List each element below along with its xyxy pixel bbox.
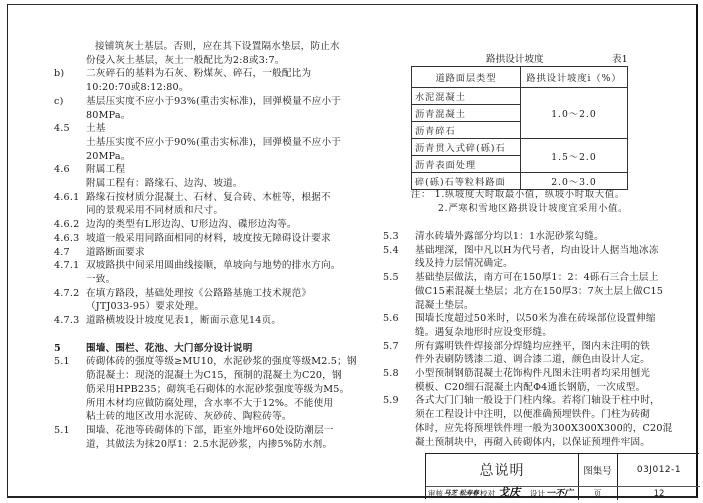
text-line: 小型预制钢筋混凝土花饰构件凡图未注明者均采用刨光: [415, 368, 651, 380]
clause-text: [415, 367, 683, 394]
clause-item: [54, 424, 359, 451]
clause-number: 5.4: [383, 244, 399, 256]
clause-number: 4.7.2: [54, 287, 80, 299]
text-line: 接铺筑灰土基层。否则，应在其下设置隔水垫层，防止水: [95, 41, 340, 52]
clause-item: [383, 230, 683, 244]
check-label: 校对: [480, 489, 495, 498]
text-line: 线及持力层情况确定。: [415, 258, 513, 270]
text-line: 须在工程设计中注明，以便准确预埋铁件。门柱为砖砌: [415, 409, 651, 421]
clause-number: 5.3: [383, 231, 399, 242]
text-line: 基础垫层做法，南方可在150厚1：2：4砾石三合土层上: [415, 272, 659, 284]
clause-item: [54, 122, 359, 163]
header-pavement-type: 道路面层类型: [412, 67, 521, 88]
table-caption: 路拱设计坡度: [486, 54, 544, 65]
text-line: 粘土砖的地区改用水泥砖、灰砂砖、陶粒砖等。: [86, 411, 292, 423]
section-5-items: [54, 355, 359, 451]
text-line: 道，其做法为抹20厚1：2.5水泥砂浆，内掺5%防水剂。: [86, 438, 333, 450]
text-line: 各式大门门轴一般设于门柱内缘。若将门轴设于柱中时，: [415, 395, 660, 407]
clause-item: [383, 340, 683, 367]
clause-number: 5.1: [54, 424, 70, 436]
clause-number: 4.6.3: [54, 232, 80, 244]
text-line: 道路断面要求: [86, 246, 145, 258]
clause-number: 4.7: [54, 246, 70, 258]
text-line: 附属工程: [86, 164, 126, 176]
drawing-title: 总说明: [479, 463, 525, 479]
clause-item: [54, 67, 359, 94]
text-line: 所用木材均应做防腐处理，含水率不大于12%。不能使用: [86, 397, 334, 409]
clause-text: [86, 287, 359, 314]
table-row: [412, 88, 628, 105]
text-line: 筋混凝土：现浇的混凝土为C15，预制的混凝土为C20，钢: [86, 370, 342, 382]
clause-item: [383, 394, 683, 449]
clause-text: [86, 355, 359, 424]
text-line: 路缘石按材质分混凝土、石材、复合砖、木桩等，根据不: [86, 191, 331, 203]
pavement-type-cell: 沥青碎石: [412, 122, 521, 139]
clause-item: [383, 312, 683, 339]
clause-text: [86, 191, 359, 218]
clause-item: [54, 314, 359, 328]
slope-value-cell: 2.0～3.0: [521, 173, 628, 190]
page-number: 12: [653, 488, 665, 499]
clause-item: [54, 95, 359, 122]
clause-number: c): [54, 95, 64, 107]
text-line: 模板、C20细石混凝土内配Φ4通长钢筋，一次成型。: [415, 381, 646, 393]
clause-text: [86, 232, 359, 246]
clause-text: [415, 230, 683, 244]
text-line: 10:20:70或8:12:80。: [86, 82, 189, 94]
clause-number: 4.7.3: [54, 315, 80, 327]
pavement-type-cell: 沥青贯入式碎(砾)石: [412, 139, 521, 156]
title-block: [425, 453, 699, 499]
note-1: 注： 1.纵坡度大时取最小值，纵坡小时取大值。: [411, 189, 625, 200]
text-line: 基层压实度不应小于93%(重击实标准)，回弹模量不应小于: [86, 95, 342, 107]
table-notes: [411, 188, 628, 216]
text-line: 基础埋深，图中凡以H为代号者，均由设计人据当地冰冻: [415, 244, 659, 256]
text-line: 凝土预制块中，再砌入砖砌体内，以保证预埋件牢固。: [415, 436, 651, 448]
clause-text: [86, 314, 359, 328]
text-line: 坡道一般采用同路面相同的材料，坡度按无障碍设计要求: [86, 232, 331, 244]
clause-text: [86, 218, 359, 232]
design-signature: 一不广: [546, 489, 574, 499]
text-line: 所有露明铁件焊接部分焊缝均应挫平，图内未注明的铁: [415, 340, 651, 352]
clause-text: [86, 246, 359, 260]
clause-text: [86, 122, 359, 163]
table-row: [412, 173, 628, 190]
set-number-label: 图集号: [583, 466, 612, 477]
clause-number: 4.5: [54, 123, 70, 135]
table-header-row: [412, 67, 628, 88]
text-line: 道路横坡设计坡度见表1，断面示意见14页。: [86, 315, 282, 327]
clause-item: [54, 259, 359, 286]
pavement-type-cell: 碎(砾)石等粒料路面: [412, 173, 521, 190]
clause-number: 4.6.2: [54, 219, 80, 231]
clause-item: [54, 191, 359, 218]
clause-item: [54, 163, 359, 190]
page-label: 页: [593, 489, 602, 498]
table-row: [412, 139, 628, 156]
header-slope: 路拱设计坡度i（%）: [521, 67, 628, 88]
clause-item: [54, 232, 359, 246]
clause-text: [86, 163, 359, 190]
check-signature: 戈庆: [498, 486, 520, 499]
text-line: 80MPa。: [86, 109, 131, 121]
clause-number: 5.1: [54, 356, 70, 368]
clause-item: [54, 287, 359, 314]
clause-number: 5.5: [383, 272, 399, 284]
text-line: 体时，应先将预埋铁件埋一般为300X300X300的，C20混: [415, 422, 673, 434]
clause-number: 5.6: [383, 313, 399, 325]
text-line: 围墙长度超过50米时，以50米为准在砖垛部位设置伸缩: [415, 313, 656, 325]
text-line: 清水砖墙外露部分均以1：1水泥砂浆勾缝。: [415, 231, 604, 242]
text-line: 边沟的类型有L形边沟、U形边沟、碟形边沟等。: [86, 219, 297, 231]
text-line: 围墙、花池等砖砌体的下部，距室外地坪60处设防潮层一: [86, 424, 334, 436]
review-label: 审核: [428, 489, 443, 498]
set-number-value: 03J012-1: [636, 465, 682, 475]
clause-item: [54, 246, 359, 260]
clause-number: 4.6: [54, 164, 70, 176]
signature-row: [426, 487, 578, 500]
clause-text: [86, 259, 359, 286]
clause-text: [86, 95, 359, 122]
text-line: 缝。遇复杂地形时应设变形缝。: [415, 326, 553, 338]
review-signature: 马芝 松寿春: [444, 489, 479, 497]
text-line: 土基: [86, 123, 106, 135]
clause-text: [86, 67, 359, 94]
text-line: 二灰碎石的基料为石灰、粉煤灰、碎石，一般配比为: [86, 68, 312, 80]
table-number: 表1: [612, 54, 628, 65]
clause-text: [415, 394, 683, 449]
clause-number: 5.9: [383, 395, 399, 407]
design-label: 设计: [530, 489, 545, 498]
intro-paragraph: [54, 40, 359, 67]
right-column: [383, 230, 683, 449]
right-items: [383, 230, 683, 449]
text-line: 筋采用HPB235；砌筑毛石砌体的水泥砂浆强度等级为M5。: [86, 383, 350, 395]
text-line: 一致。: [86, 273, 116, 285]
left-items: [54, 67, 359, 327]
pavement-type-cell: 水泥混凝土: [412, 88, 521, 105]
clause-text: [415, 312, 683, 339]
section-5-heading: [54, 342, 359, 356]
note-2: 2.严寒积雪地区路拱设计坡度宜采用小值。: [438, 203, 629, 214]
text-line: 件外表刷防锈漆二道、调合漆二道，颜色由设计人定。: [415, 354, 651, 366]
clause-text: [86, 424, 359, 451]
text-line: 份侵入灰土基层，灰土一般配比为2:8或3:7。: [86, 54, 285, 66]
pavement-type-cell: 沥青混凝土: [412, 105, 521, 122]
left-column: [54, 40, 359, 451]
clause-item: [383, 367, 683, 394]
clause-item: [383, 271, 683, 312]
clause-number: 5.8: [383, 368, 399, 380]
text-line: 土基压实度不应小于90%(重击实标准)，回弹模量不应小于: [86, 136, 342, 148]
text-line: 砖砌体砖的强度等级≥MU10，水泥砂浆的强度等级M2.5；钢: [86, 356, 357, 368]
clause-text: [415, 340, 683, 367]
section-number: 5: [54, 342, 61, 354]
clause-number: 4.7.1: [54, 260, 80, 272]
pavement-type-cell: 沥青表面处理: [412, 156, 521, 173]
text-line: 做C15素混凝土垫层；北方在150厚3：7灰土层上做C15: [415, 285, 664, 297]
section-title: 围墙、围栏、花池、大门部分设计说明: [86, 342, 253, 354]
text-line: 在填方路段，基础处理按《公路路基施工技术规范》: [86, 287, 312, 299]
clause-item: [54, 355, 359, 424]
text-line: 20MPa。: [86, 150, 131, 162]
clause-text: [415, 244, 683, 271]
slope-table: [411, 66, 628, 190]
clause-number: b): [54, 68, 65, 80]
clause-item: [54, 218, 359, 232]
clause-item: [383, 244, 683, 271]
text-line: 同的景观采用不同材质和尺寸。: [86, 205, 224, 217]
clause-text: [415, 271, 683, 312]
text-line: 混凝土垫层。: [415, 299, 474, 311]
text-line: （JTJ033-95）要求处理。: [86, 301, 205, 313]
text-line: 附属工程有：路缘石、边沟、坡道。: [86, 178, 243, 190]
text-line: 双坡路拱中间采用圆曲线接顺，单坡向与地势的排水方向。: [86, 260, 341, 272]
clause-number: 5.7: [383, 340, 399, 352]
clause-number: 4.6.1: [54, 191, 80, 203]
slope-value-cell: 1.5～2.0: [521, 139, 628, 173]
slope-value-cell: 1.0～2.0: [521, 88, 628, 139]
